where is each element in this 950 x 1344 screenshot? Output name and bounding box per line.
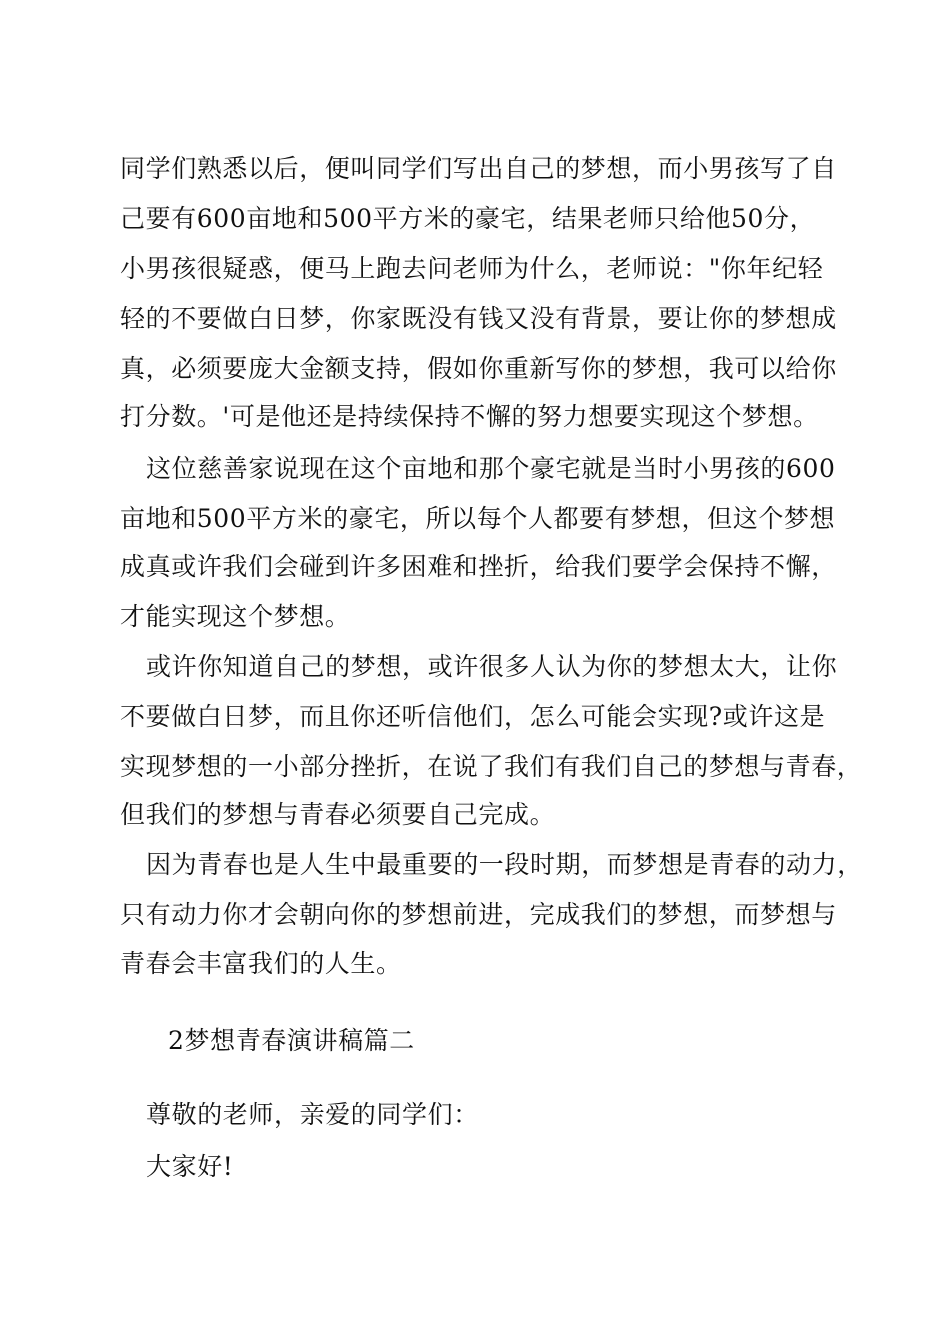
paragraph-2-line-1: 这位慈善家说现在这个亩地和那个豪宅就是当时小男孩的600 — [146, 454, 836, 483]
paragraph-4-line-3: 青春会丰富我们的人生。 — [120, 949, 402, 978]
paragraph-3-line-2: 不要做白日梦，而且你还听信他们，怎么可能会实现?或许这是 — [120, 702, 826, 731]
paragraph-1-line-5: 真，必须要庞大金额支持，假如你重新写你的梦想，我可以给你 — [120, 354, 837, 383]
paragraph-1-line-2: 己要有600亩地和500平方米的豪宅，结果老师只给他50分， — [120, 204, 816, 233]
paragraph-1-line-4: 轻的不要做白日梦，你家既没有钱又没有背景，要让你的梦想成 — [120, 304, 837, 333]
greeting: 大家好! — [146, 1152, 234, 1181]
paragraph-3-line-3: 实现梦想的一小部分挫折，在说了我们有我们自己的梦想与青春， — [120, 752, 863, 781]
paragraph-3-line-1: 或许你知道自己的梦想，或许很多人认为你的梦想太大，让你 — [146, 652, 838, 681]
paragraph-2-line-3: 成真或许我们会碰到许多困难和挫折，给我们要学会保持不懈， — [120, 552, 837, 581]
paragraph-3-line-4: 但我们的梦想与青春必须要自己完成。 — [120, 800, 556, 829]
salutation: 尊敬的老师，亲爱的同学们： — [146, 1100, 479, 1129]
paragraph-2-line-4: 才能实现这个梦想。 — [120, 602, 351, 631]
paragraph-4-line-1: 因为青春也是人生中最重要的一段时期，而梦想是青春的动力， — [146, 850, 863, 879]
paragraph-2-line-2: 亩地和500平方米的豪宅，所以每个人都要有梦想，但这个梦想 — [120, 504, 836, 533]
paragraph-1-line-6: 打分数。'可是他还是持续保持不懈的努力想要实现这个梦想。 — [120, 402, 819, 431]
paragraph-4-line-2: 只有动力你才会朝向你的梦想前进，完成我们的梦想，而梦想与 — [120, 900, 837, 929]
paragraph-1-line-1: 同学们熟悉以后，便叫同学们写出自己的梦想，而小男孩写了自 — [120, 154, 837, 183]
section-heading: 2梦想青春演讲稿篇二 — [168, 1026, 415, 1055]
paragraph-1-line-3: 小男孩很疑惑，便马上跑去问老师为什么，老师说："你年纪轻 — [120, 254, 824, 283]
